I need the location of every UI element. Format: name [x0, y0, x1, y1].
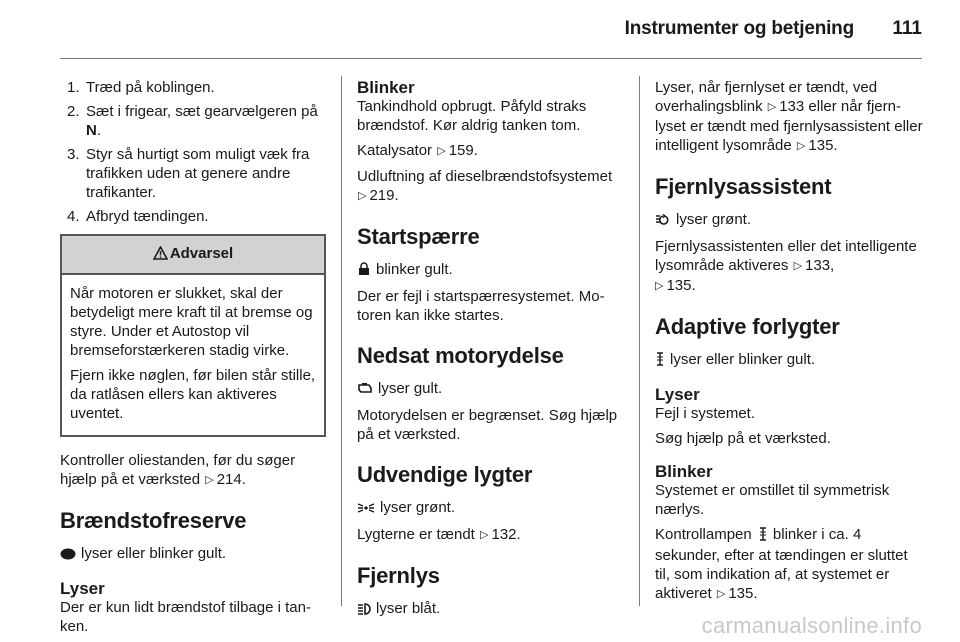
step-text-end: .: [96, 122, 102, 139]
subheading-blinker: Blinker: [655, 462, 713, 481]
paragraph-text: Systemet er omstillet til symmetrisk nærlys.: [655, 482, 890, 518]
indicator-text: lyser eller blinker gult.: [670, 351, 816, 368]
page-reference: 159.: [448, 142, 478, 159]
page-reference: 135.: [808, 137, 838, 154]
page-reference: 135.: [728, 585, 758, 602]
subheading-blinker: Blinker: [357, 78, 415, 97]
page-reference: 214.: [216, 471, 246, 488]
indicator-text: lyser grønt.: [676, 211, 752, 228]
subheading-lyser: Lyser: [655, 385, 700, 404]
assist-paragraph: [655, 237, 923, 296]
paragraph-text: Motorydelsen er begrænset. Søg hjælp på et værksted.: [357, 407, 618, 443]
paragraph-text: Fjernlysassistenten eller det intelligente lysområde aktiveres: [655, 238, 917, 274]
reduced-power-indicator-line: [357, 379, 625, 400]
indicator-text: lyser eller blinker gult.: [81, 545, 227, 562]
heading-adaptive-headlights: Adaptive forlygter: [655, 314, 840, 339]
paragraph-text: Lygterne er tændt: [357, 526, 475, 543]
step-2: [60, 102, 326, 140]
paragraph-text: Kontrollampen: [655, 526, 752, 543]
page-reference-icon: ▷: [793, 260, 803, 272]
page-reference-icon: ▷: [655, 280, 664, 292]
warning-paragraph: Fjern ikke nøglen, før bilen står stille, da ratlåsen ellers kan aktiveres uventet.: [70, 367, 316, 422]
page-reference: 135.: [666, 277, 696, 294]
step-number: 3.: [67, 146, 80, 163]
page-number: 111: [892, 18, 922, 39]
lights-on-line: [357, 525, 625, 545]
indicator-text: blinker gult.: [376, 261, 453, 278]
engine-power-icon: [357, 381, 373, 400]
page-reference: 132.: [491, 526, 521, 543]
indicator-text: lyser grønt.: [380, 499, 456, 516]
column-right: [655, 78, 923, 610]
step-number: 2.: [67, 103, 80, 120]
immobiliser-indicator-line: [357, 260, 625, 281]
warning-title: Advarsel: [169, 245, 234, 262]
step-text: Styr så hurtigt som muligt væk fra trafikken uden at genere andre trafikanter.: [86, 146, 310, 201]
step-3: [60, 145, 326, 202]
page-reference-icon: ▷: [796, 140, 806, 152]
adaptive-headlight-icon: [655, 352, 665, 371]
warning-triangle-icon: [153, 246, 168, 265]
fuel-pump-icon: [60, 546, 76, 565]
step-number: 4.: [67, 208, 80, 225]
paragraph-text: Søg hjælp på et værksted.: [655, 430, 831, 447]
step-1: [60, 78, 326, 97]
page-reference-icon: ▷: [716, 588, 726, 600]
page-reference-icon: ▷: [480, 529, 489, 541]
indicator-text: lyser gult.: [378, 380, 443, 397]
watermark: carmanualsonline.info: [701, 613, 922, 638]
step-text: Træd på koblingen.: [86, 79, 215, 96]
step-text: Afbryd tændingen.: [86, 208, 209, 225]
heading-exterior-lights: Udvendige lygter: [357, 462, 533, 487]
high-beam-assist-icon: [655, 212, 671, 231]
fuel-indicator-line: [60, 544, 326, 565]
warning-header: [62, 236, 324, 275]
warning-paragraph: Når motoren er slukket, skal der betydeligt mere kraft til at bremse og styre. Under et Autostop vil bremseforstærkeren stadig virke.: [70, 285, 313, 359]
adaptive-indicator-line: [655, 350, 923, 371]
steps-list: [60, 78, 326, 226]
paragraph-text: Der er kun lidt brændstof tilbage i tanken.: [60, 599, 311, 635]
heading-high-beam-assist: Fjernlysassistent: [655, 174, 832, 199]
car-lock-icon: [357, 262, 371, 281]
gear-letter: N: [86, 122, 97, 139]
page-reference-icon: ▷: [358, 190, 367, 202]
exterior-lights-icon: [357, 500, 375, 519]
paragraph-text: blinker i ca. 4 sekunder, efter at tændingen er sluttet til, som indikation af, at systemet er aktiveret: [655, 526, 908, 602]
subheading-lyser: Lyser: [60, 579, 105, 598]
section-title: Instrumenter og betjening: [624, 18, 854, 39]
heading-high-beam: Fjernlys: [357, 563, 440, 588]
diesel-line: [357, 167, 625, 206]
page-reference-icon: ▷: [205, 474, 214, 486]
page-reference: 133: [779, 98, 805, 115]
indicator-text: lyser blåt.: [376, 600, 441, 617]
heading-reduced-power: Nedsat motorydelse: [357, 343, 564, 368]
paragraph-text: Katalysator: [357, 142, 433, 159]
step-text: Sæt i frigear, sæt gearvælgeren på: [86, 103, 318, 120]
page-reference-icon: ▷: [437, 145, 446, 157]
heading-immobiliser: Startspærre: [357, 224, 480, 249]
paragraph-text: Lyser, når fjernlyset er tændt, ved overhalingsblink: [655, 79, 878, 115]
column-middle: [357, 78, 625, 626]
column-divider: [341, 76, 342, 606]
column-left: [60, 78, 326, 642]
page-reference: 133,: [805, 257, 835, 274]
header-rule: [60, 58, 922, 59]
paragraph-text: Tankindhold opbrugt. Påfyld straks brændstof. Kør aldrig tanken tom.: [357, 98, 587, 134]
step-4: [60, 207, 326, 226]
paragraph-text: Der er fejl i startspærresystemet. Motoren kan ikke startes.: [357, 288, 605, 324]
column-divider: [639, 76, 640, 606]
step-number: 1.: [67, 79, 80, 96]
paragraph-text: eller når fjernlyset er tændt med fjernlysassistent eller intelligent lysområde: [655, 98, 923, 154]
high-beam-intro: [655, 78, 923, 156]
adaptive-headlight-icon: [758, 527, 768, 546]
heading-fuel-reserve: Brændstofreserve: [60, 508, 247, 533]
catalyst-line: [357, 141, 625, 161]
warning-box: [60, 234, 326, 437]
paragraph-text: Fejl i systemet.: [655, 405, 756, 422]
blinker-paragraph: [655, 525, 923, 604]
paragraph-text: Udluftning af dieselbrændstofsystemet: [357, 168, 613, 185]
warning-body: [62, 275, 324, 435]
oil-check-paragraph: [60, 451, 326, 490]
page-reference-icon: ▷: [767, 101, 777, 113]
page-reference: 219.: [369, 187, 399, 204]
paragraph-text: Kontroller oliestanden, før du søger hjælp på et værksted: [60, 452, 296, 488]
assist-indicator-line: [655, 210, 923, 231]
exterior-lights-indicator-line: [357, 498, 625, 519]
